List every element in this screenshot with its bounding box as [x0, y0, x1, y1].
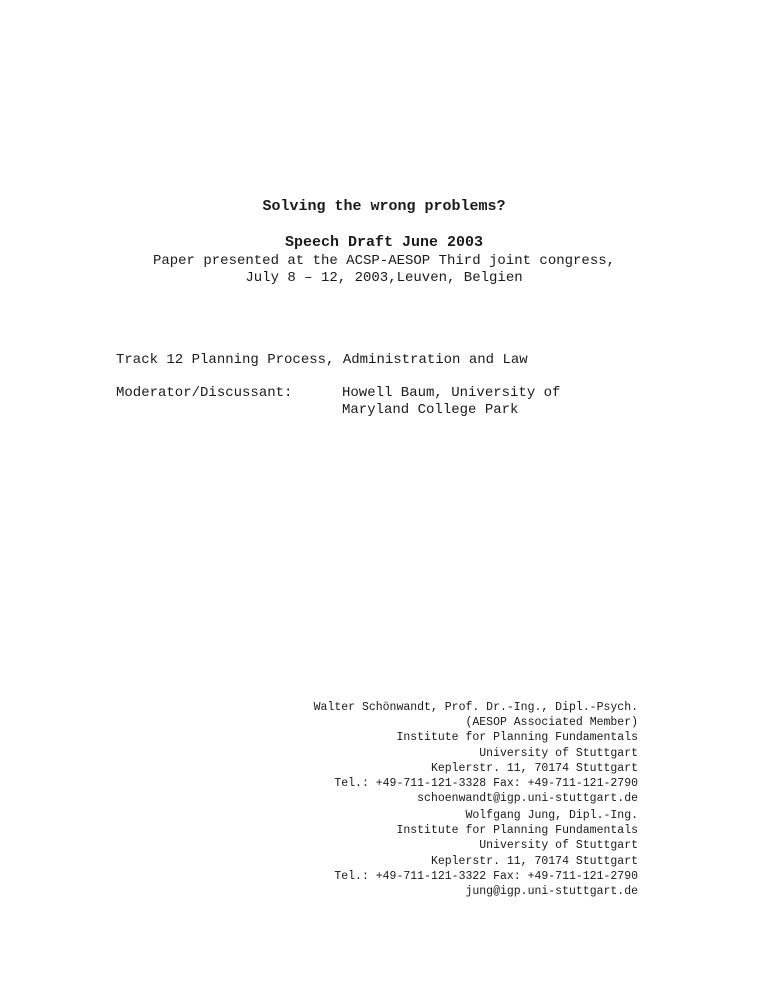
- moderator-line: Maryland College Park: [342, 402, 519, 418]
- author-email: schoenwandt@igp.uni-stuttgart.de: [417, 792, 638, 806]
- moderator-label: Moderator/Discussant:: [116, 385, 293, 401]
- author-name: Walter Schönwandt, Prof. Dr.-Ing., Dipl.-Psych.: [313, 701, 638, 714]
- author-membership: (AESOP Associated Member): [465, 716, 638, 730]
- moderator-name: [342, 385, 560, 419]
- author-address: Keplerstr. 11, 70174 Stuttgart: [430, 854, 638, 868]
- author-name: Wolfgang Jung, Dipl.-Ing.: [465, 809, 638, 822]
- track-info: Track 12 Planning Process, Administration and Law: [116, 352, 528, 368]
- moderator-line: Howell Baum, University of: [342, 385, 561, 401]
- author-address: Keplerstr. 11, 70174 Stuttgart: [430, 761, 638, 775]
- paper-subtitle: Speech Draft June 2003: [284, 234, 484, 251]
- author-university: University of Stuttgart: [479, 839, 638, 853]
- author-block-schoenwandt: [314, 700, 638, 806]
- paper-title: Solving the wrong problems?: [262, 198, 506, 215]
- conference-date-line: July 8 – 12, 2003,Leuven, Belgien: [245, 270, 523, 286]
- author-institute: Institute for Planning Fundamentals: [396, 731, 638, 745]
- conference-line: Paper presented at the ACSP-AESOP Third joint congress,: [152, 253, 616, 269]
- author-phone-fax: Tel.: +49-711-121-3322 Fax: +49-711-121-2790: [334, 869, 638, 883]
- author-email: jung@igp.uni-stuttgart.de: [465, 885, 638, 899]
- author-institute: Institute for Planning Fundamentals: [396, 824, 638, 838]
- author-phone-fax: Tel.: +49-711-121-3328 Fax: +49-711-121-2790: [334, 777, 638, 791]
- author-university: University of Stuttgart: [479, 746, 638, 760]
- author-block-jung: [334, 808, 638, 899]
